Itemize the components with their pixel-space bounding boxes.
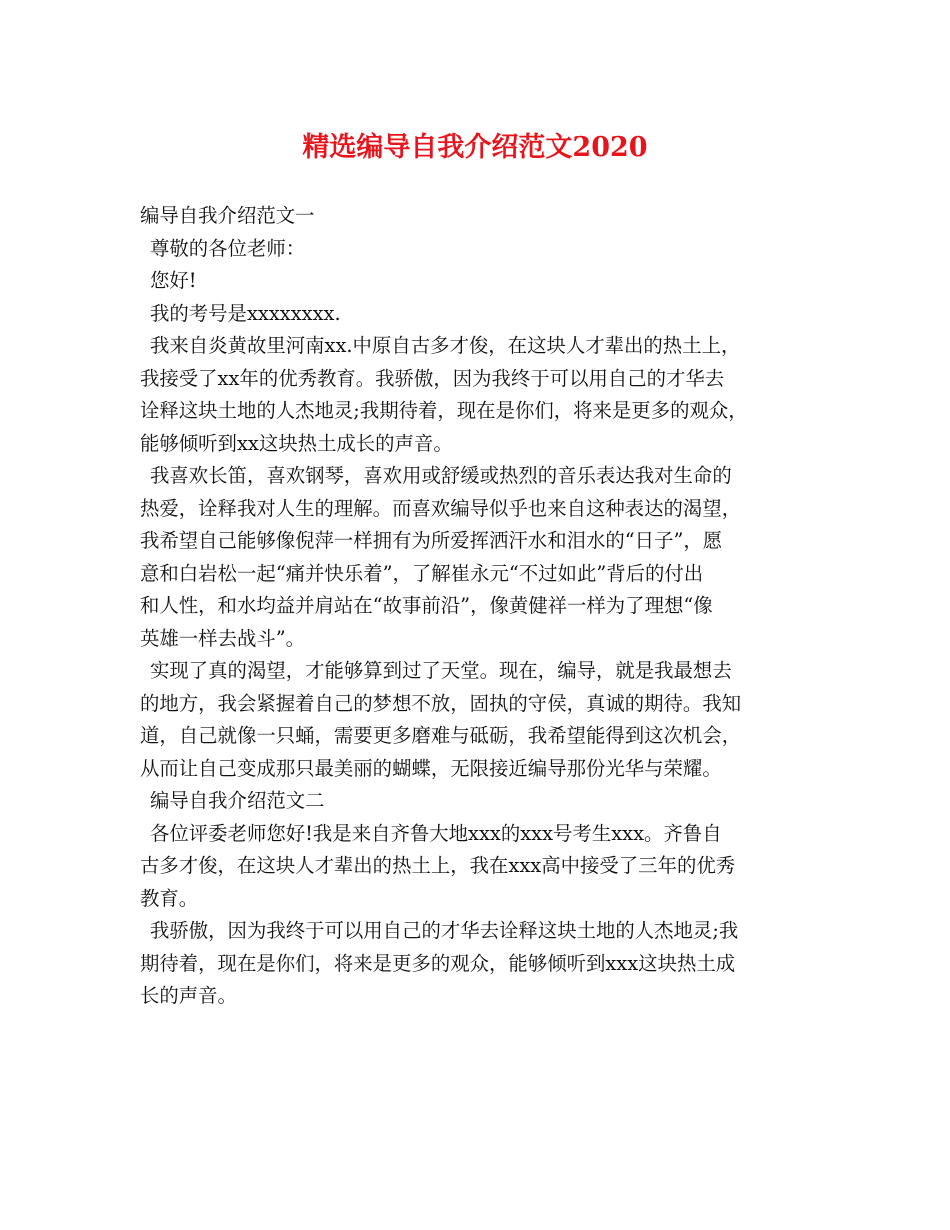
text-line: 诠释这块土地的人杰地灵;我期待着，现在是你们，将来是更多的观众，	[140, 399, 748, 422]
text-line: 道，自己就像一只蛹，需要更多磨难与砥砺，我希望能得到这次机会，	[140, 724, 742, 747]
text-line: 各位评委老师您好!我是来自齐鲁大地xxx的xxx号考生xxx。齐鲁自	[150, 821, 722, 845]
text-line: 长的声音。	[140, 984, 237, 1007]
text-line: 古多才俊，在这块人才辈出的热土上，我在xxx高中接受了三年的优秀	[140, 854, 736, 877]
text-line: 意和白岩松一起“痛并快乐着”，了解崔永元“不过如此”背后的付出	[140, 561, 704, 585]
text-line: 英雄一样去战斗”。	[140, 626, 306, 650]
text-line: 我希望自己能够像倪萍一样拥有为所爱挥洒汗水和泪水的“日子”，愿	[140, 529, 723, 552]
text-line: 我骄傲，因为我终于可以用自己的才华去诠释这块土地的人杰地灵;我	[150, 919, 739, 942]
text-line: 和人性，和水均益并肩站在“故事前沿”，像黄健祥一样为了理想“像	[140, 594, 713, 617]
text-line: 期待着，现在是你们，将来是更多的观众，能够倾听到xxx这块热土成	[140, 951, 736, 975]
text-line: 尊敬的各位老师：	[150, 236, 306, 260]
text-line: 编导自我介绍范文二	[150, 789, 325, 812]
text-line: 我喜欢长笛，喜欢钢琴，喜欢用或舒缓或热烈的音乐表达我对生命的	[150, 464, 732, 487]
text-line: 我接受了xx年的优秀教育。我骄傲，因为我终于可以用自己的才华去	[140, 366, 725, 390]
text-line: 从而让自己变成那只最美丽的蝴蝶，无限接近编导那份光华与荣耀。	[140, 756, 722, 780]
text-line: 热爱，诠释我对人生的理解。而喜欢编导似乎也来自这种表达的渴望，	[140, 496, 742, 520]
text-line: 实现了真的渴望，才能够算到过了天堂。现在，编导，就是我最想去	[150, 659, 732, 682]
text-line: 的地方，我会紧握着自己的梦想不放，固执的守侯，真诚的期待。我知	[140, 691, 742, 715]
text-line: 教育。	[140, 886, 199, 910]
text-line: 编导自我介绍范文一	[140, 204, 315, 227]
text-line: 我来自炎黄故里河南xx.中原自古多才俊，在这块人才辈出的热土上，	[150, 334, 741, 357]
text-line: 我的考号是xxxxxxxx.	[150, 301, 341, 325]
text-line: 能够倾听到xx这块热土成长的声音。	[140, 431, 453, 455]
text-line: 您好!	[150, 269, 197, 292]
document-title: 精选编导自我介绍范文2020	[302, 132, 648, 163]
document-body	[140, 200, 820, 1013]
